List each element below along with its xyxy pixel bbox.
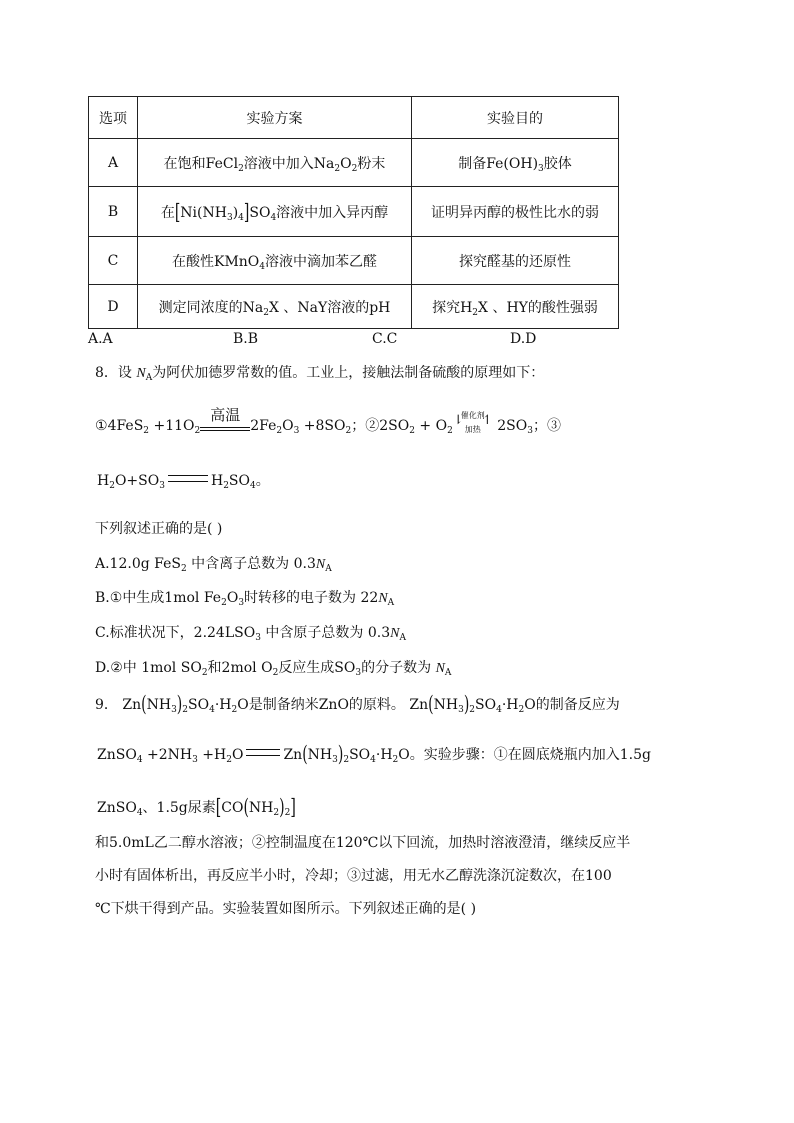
row-b-option: B — [89, 187, 138, 237]
row-d-option: D — [89, 285, 138, 329]
header-plan: 实验方案 — [138, 97, 412, 139]
catalyst-heat-condition: ⇂ 催化剂 加热 ↿ — [452, 411, 493, 434]
table-row-b — [89, 187, 619, 237]
row-a-option: A — [89, 139, 138, 187]
q9-line3: ZnSO$_4$、1.5g尿素$[CO(NH_2)_2]$ — [97, 796, 296, 820]
table-header-row — [89, 97, 619, 139]
answer-a: A.A — [88, 331, 113, 347]
options-table — [88, 96, 619, 329]
answer-c: C.C — [372, 331, 398, 347]
answer-b: B.B — [233, 331, 259, 347]
row-c-option: C — [89, 237, 138, 285]
high-temp-condition: 高温 — [200, 408, 250, 436]
row-a-plan: 在饱和FeCl$_2$溶液中加入$Na_2O_2$粉末 — [138, 139, 412, 187]
header-option: 选项 — [89, 97, 138, 139]
table-row-d — [89, 285, 619, 329]
header-goal: 实验目的 — [412, 97, 619, 139]
q8-option-a: A.12.0g FeS$_2$ 中含离子总数为 $0.3N_A$ — [95, 556, 332, 574]
q8-option-c: C.标准状况下，$2.24LSO_3$ 中含原子总数为 $0.3N_A$ — [95, 625, 406, 643]
row-b-plan: 在$[Ni(NH_3)_4]SO_4$溶液中加入异丙醇 — [138, 187, 412, 237]
q9-line5: 小时有固体析出，再反应半小时，冷却；③过滤，用无水乙醇洗涤沉淀数次，在100 — [95, 868, 612, 884]
table-row-c — [89, 237, 619, 285]
q8-reaction-3: $H_2O+SO_3$ $H_2SO_4$。 — [97, 473, 270, 491]
q8-reactions: ①4FeS$_2$ $+11O_2$ 高温 $2Fe_2O_3 +8SO_2$；$②2SO_2 + O_2$ ⇂ 催化剂 加热 ↿ $2SO_3$；③ — [95, 406, 561, 436]
q8-stem: 8．设 $N_A$为阿伏加德罗常数的值。工业上，接触法制备硫酸的原理如下： — [95, 365, 545, 383]
row-b-goal: 证明异丙醇的极性比水的弱 — [412, 187, 619, 237]
row-c-plan: 在酸性KMnO$_4$溶液中滴加苯乙醛 — [138, 237, 412, 285]
row-a-goal: 制备$Fe(OH)_3$胶体 — [412, 139, 619, 187]
row-d-plan: 测定同浓度的$Na_2X$ 、NaY溶液的pH — [138, 285, 412, 329]
answer-d: D.D — [510, 331, 537, 347]
q8-option-b: B.①中生成1mol $Fe_2O_3$时转移的电子数为 $22N_A$ — [95, 590, 395, 608]
q9-line4: 和5.0mL乙二醇水溶液；②控制温度在120℃以下回流，加热时溶液澄清，继续反应半 — [95, 835, 631, 851]
q8-question: 下列叙述正确的是( ) — [95, 521, 223, 537]
q9-line6: ℃下烘干得到产品。实验装置如图所示。下列叙述正确的是( ) — [95, 901, 477, 917]
q9-stem-line1: 9． $Zn(NH_3)_2SO_4\cdot H_2O$是制备纳米ZnO的原料。 $Zn(NH_3)_2SO_4\cdot H_2O$的制备反应为 — [95, 693, 620, 717]
q8-option-d: D.②中 1mol $SO_2$和2mol $O_2$反应生成$SO_3$的分子数为 $N_A$ — [95, 660, 452, 678]
q9-reaction: ZnSO$_4$ $+2NH_3 +H_2O$ $Zn(NH_3)_2SO_4\cdot H_2O$。实验步骤：①在圆底烧瓶内加入1.5g — [97, 743, 651, 767]
row-c-goal: 探究醛基的还原性 — [412, 237, 619, 285]
row-d-goal: 探究$H_2X$ 、HY的酸性强弱 — [412, 285, 619, 329]
table-row-a — [89, 139, 619, 187]
